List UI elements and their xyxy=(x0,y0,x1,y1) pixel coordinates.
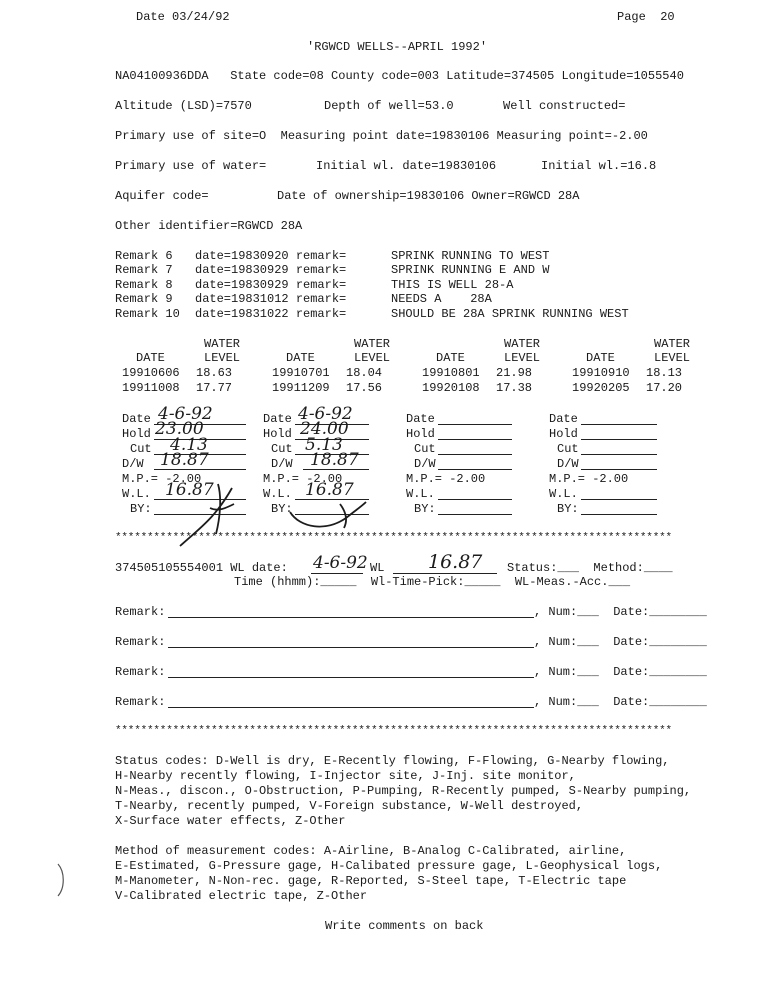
table-cell: 19910801 xyxy=(422,366,480,380)
remark-text: SPRINK RUNNING TO WEST xyxy=(391,249,550,263)
table-cell: 19911209 xyxy=(272,381,330,395)
table-cell: 19910910 xyxy=(572,366,630,380)
field-by-label: BY: xyxy=(557,502,579,516)
table-cell: 19911008 xyxy=(122,381,180,395)
remark-label: Remark 8 xyxy=(115,278,173,292)
field-dw-label: D/W xyxy=(122,457,144,471)
remark-entry-label: Remark: xyxy=(115,695,166,709)
remark-date: date=19831022 remark= xyxy=(195,307,347,321)
field-wl-label: W.L. xyxy=(406,487,435,501)
status-codes-line: H-Nearby recently flowing, I-Injector site, J-Inj. site monitor, xyxy=(115,769,576,783)
table-cell: 19920108 xyxy=(422,381,480,395)
star-separator: *************************************************************************************** xyxy=(115,532,672,544)
remark-label: Remark 7 xyxy=(115,263,173,277)
table-cell: 17.56 xyxy=(346,381,383,395)
field-by-label: BY: xyxy=(271,502,293,516)
field-mp: M.P.= -2.00 xyxy=(549,472,629,486)
handwritten-wl: 16.87 xyxy=(428,551,483,573)
col-header-date: DATE xyxy=(586,351,615,365)
field-cut-label: Cut xyxy=(414,442,436,456)
field-cut-label: Cut xyxy=(271,442,293,456)
table-cell: 18.13 xyxy=(646,366,683,380)
col-header-level: LEVEL xyxy=(204,351,241,365)
col-header-level: LEVEL xyxy=(654,351,691,365)
remark-entry-tail: , Num:___ Date:________ xyxy=(534,635,707,649)
field-dw-label: D/W xyxy=(414,457,436,471)
remark-text: SHOULD BE 28A SPRINK RUNNING WEST xyxy=(391,307,629,321)
field-hold-label: Hold xyxy=(122,427,151,441)
col-header-date: DATE xyxy=(286,351,315,365)
site-line-1: NA04100936DDA State code=08 County code=003 Latitude=374505 Longitude=1055540 xyxy=(115,69,684,83)
field-hold-label: Hold xyxy=(263,427,292,441)
table-cell: 19910701 xyxy=(272,366,330,380)
field-date-label: Date xyxy=(122,412,151,426)
remark-label: Remark 9 xyxy=(115,292,173,306)
field-cut-label: Cut xyxy=(130,442,152,456)
status-codes-line: T-Nearby, recently pumped, V-Foreign substance, W-Well destroyed, xyxy=(115,799,584,813)
remark-label: Remark 6 xyxy=(115,249,173,263)
table-cell: 18.04 xyxy=(346,366,383,380)
field-date-label: Date xyxy=(549,412,578,426)
footer-note: Write comments on back xyxy=(325,919,484,933)
handwritten-date: 4-6-92 xyxy=(158,404,213,424)
col-header-water: WATER xyxy=(504,337,541,351)
handwritten-dw: 18.87 xyxy=(310,450,359,470)
site-constructed: Well constructed= xyxy=(503,99,626,113)
entry-id-label: 374505105554001 WL date: xyxy=(115,561,288,575)
header-date: Date 03/24/92 xyxy=(136,10,230,24)
field-date-label: Date xyxy=(263,412,292,426)
status-codes-line: N-Meas., discon., O-Obstruction, P-Pumping, R-Recently pumped, S-Nearby pumping, xyxy=(115,784,692,798)
site-depth: Depth of well=53.0 xyxy=(324,99,454,113)
site-line-3: Primary use of site=O Measuring point date=19830106 Measuring point=-2.00 xyxy=(115,129,648,143)
table-cell: 17.38 xyxy=(496,381,533,395)
remark-date: date=19831012 remark= xyxy=(195,292,347,306)
remark-entry-label: Remark: xyxy=(115,665,166,679)
field-wl-label: W.L. xyxy=(263,487,292,501)
col-header-date: DATE xyxy=(436,351,465,365)
site-initial-wl: Initial wl.=16.8 xyxy=(541,159,657,173)
handwritten-wl-date: 4-6-92 xyxy=(313,553,368,573)
remark-date: date=19830920 remark= xyxy=(195,249,347,263)
handwritten-hold: 23.00 xyxy=(155,419,204,439)
field-hold-label: Hold xyxy=(549,427,578,441)
col-header-water: WATER xyxy=(204,337,241,351)
field-dw-label: D/W xyxy=(271,457,293,471)
remark-text: NEEDS A 28A xyxy=(391,292,492,306)
site-ownership: Date of ownership=19830106 Owner=RGWCD 28A xyxy=(277,189,580,203)
handwritten-cut: 5.13 xyxy=(305,435,343,455)
col-header-water: WATER xyxy=(654,337,691,351)
remark-entry-tail: , Num:___ Date:________ xyxy=(534,665,707,679)
remark-text: SPRINK RUNNING E AND W xyxy=(391,263,550,277)
handwritten-dw: 18.87 xyxy=(160,450,209,470)
document-title: 'RGWCD WELLS--APRIL 1992' xyxy=(307,40,488,54)
entry-status-method: Status:___ Method:____ xyxy=(507,561,673,575)
remark-date: date=19830929 remark= xyxy=(195,263,347,277)
site-altitude: Altitude (LSD)=7570 xyxy=(115,99,252,113)
field-by-label: BY: xyxy=(414,502,436,516)
method-codes-line: E-Estimated, G-Pressure gage, H-Calibated pressure gage, L-Geophysical logs, xyxy=(115,859,663,873)
site-other-identifier: Other identifier=RGWCD 28A xyxy=(115,219,303,233)
field-wl-label: W.L. xyxy=(122,487,151,501)
remark-entry-label: Remark: xyxy=(115,605,166,619)
entry-wl-label: WL xyxy=(370,561,385,575)
remark-entry-label: Remark: xyxy=(115,635,166,649)
handwritten-hold: 24.00 xyxy=(300,419,349,439)
method-codes-line: V-Calibrated electric tape, Z-Other xyxy=(115,889,368,903)
site-aquifer-code: Aquifer code= xyxy=(115,189,209,203)
field-mp: M.P.= -2.00 xyxy=(263,472,343,486)
remark-entry-tail: , Num:___ Date:________ xyxy=(534,605,707,619)
table-cell: 17.20 xyxy=(646,381,683,395)
site-initial-wl-date: Initial wl. date=19830106 xyxy=(316,159,497,173)
field-date-label: Date xyxy=(406,412,435,426)
col-header-water: WATER xyxy=(354,337,391,351)
status-codes-line: Status codes: D-Well is dry, E-Recently flowing, F-Flowing, G-Nearby flowing, xyxy=(115,754,670,768)
handwritten-wl: 16.87 xyxy=(165,480,214,500)
site-primary-use-water: Primary use of water= xyxy=(115,159,267,173)
star-separator: *************************************************************************************** xyxy=(115,725,672,737)
table-cell: 18.63 xyxy=(196,366,233,380)
handwritten-wl: 16.87 xyxy=(305,480,354,500)
remark-text: THIS IS WELL 28-A xyxy=(391,278,514,292)
field-mp: M.P.= -2.00 xyxy=(406,472,486,486)
method-codes-line: Method of measurement codes: A-Airline, B-Analog C-Calibrated, airline, xyxy=(115,844,627,858)
handwritten-cut: 4.13 xyxy=(170,435,208,455)
table-cell: 19920205 xyxy=(572,381,630,395)
status-codes-line: X-Surface water effects, Z-Other xyxy=(115,814,346,828)
binder-hole-mark xyxy=(56,862,68,898)
field-hold-label: Hold xyxy=(406,427,435,441)
field-wl-label: W.L. xyxy=(549,487,578,501)
header-page: Page 20 xyxy=(617,10,675,24)
table-cell: 21.98 xyxy=(496,366,533,380)
field-dw-label: D/W xyxy=(557,457,579,471)
col-header-date: DATE xyxy=(136,351,165,365)
col-header-level: LEVEL xyxy=(504,351,541,365)
field-by-label: BY: xyxy=(130,502,152,516)
remark-entry-tail: , Num:___ Date:________ xyxy=(534,695,707,709)
remark-label: Remark 10 xyxy=(115,307,180,321)
remark-date: date=19830929 remark= xyxy=(195,278,347,292)
handwritten-date: 4-6-92 xyxy=(298,404,353,424)
method-codes-line: M-Manometer, N-Non-rec. gage, R-Reported, S-Steel tape, T-Electric tape xyxy=(115,874,627,888)
signature-initials xyxy=(286,498,372,532)
table-cell: 17.77 xyxy=(196,381,233,395)
field-mp: M.P.= -2.00 xyxy=(122,472,202,486)
col-header-level: LEVEL xyxy=(354,351,391,365)
entry-time-line: Time (hhmm):_____ Wl-Time-Pick:_____ WL-Meas.-Acc.___ xyxy=(234,575,631,589)
field-cut-label: Cut xyxy=(557,442,579,456)
table-cell: 19910606 xyxy=(122,366,180,380)
